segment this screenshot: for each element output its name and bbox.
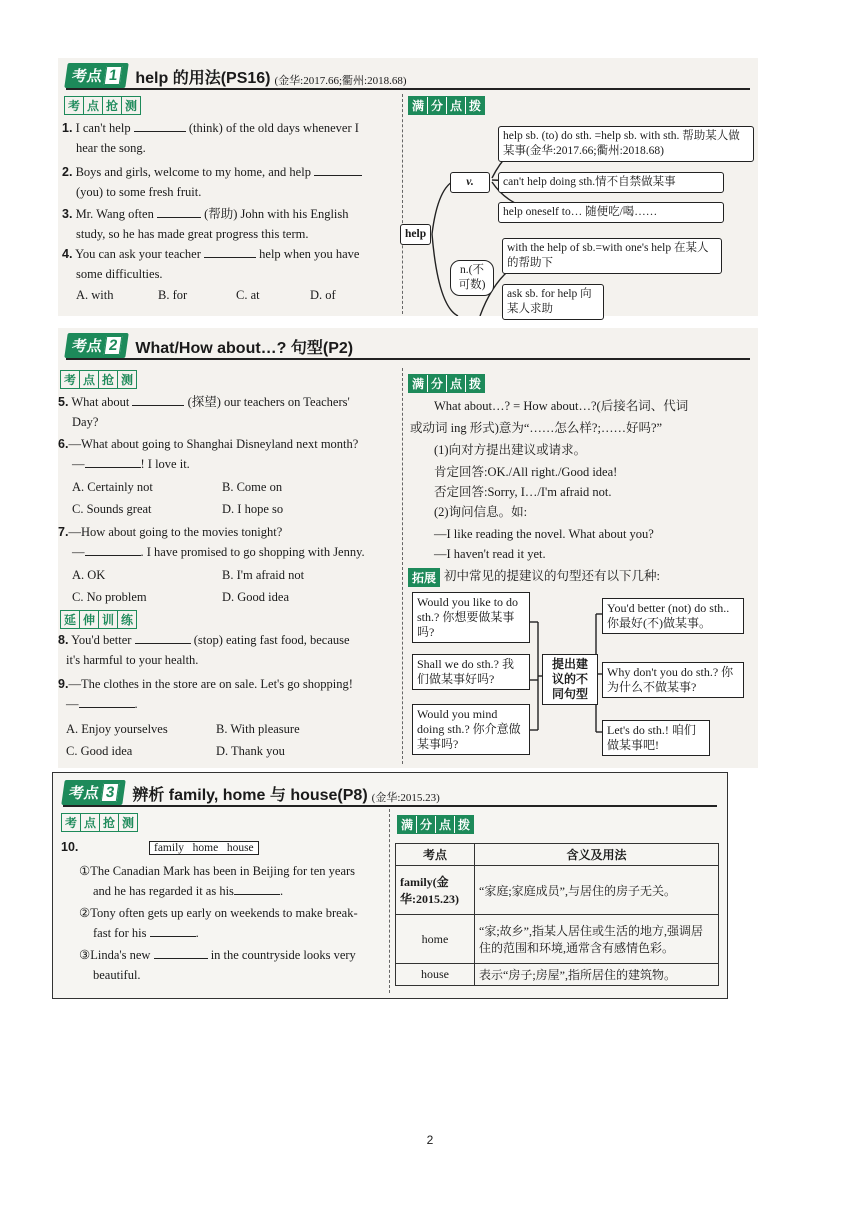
section-1-header	[66, 62, 750, 90]
option-d[interactable]: D. Good idea	[222, 590, 289, 604]
comparison-table	[395, 843, 719, 986]
tip-line-4: 肯定回答:OK./All right./Good idea!	[434, 465, 618, 479]
option-d[interactable]: D. I hope so	[222, 502, 284, 516]
section-3-tag	[61, 780, 126, 805]
question-10-number: 10.	[61, 840, 79, 854]
question-7: 7.—How about going to the movies tonight? — . I have promised to go shopping with Jenny.	[58, 525, 365, 559]
tip-line-6: (2)询问信息。如:	[434, 505, 528, 519]
dianbo-label: 满 分 点 拨	[408, 374, 485, 393]
question-1: 1. I can't help (think) of the old days whenever I hear the song.	[62, 121, 359, 155]
word-box: family home house	[149, 841, 259, 855]
tag-label: 考点	[67, 785, 101, 802]
suggest-would-you-mind: Would you mind doing sth.? 你介意做某事吗?	[412, 704, 530, 755]
table-cell-meaning: “家庭;家庭成员”,与居住的房子无关。	[475, 866, 719, 915]
option-a[interactable]: A. Enjoy yourselves	[66, 722, 168, 736]
tuozhan-text: 初中常见的提建议的句型还有以下几种:	[444, 569, 660, 583]
tip-line-8: —I haven't read it yet.	[434, 547, 546, 561]
mindmap-noun-node: n.(不可数)	[450, 260, 494, 296]
question-10-item-2: ②Tony often gets up early on weekends to make break- fast for his .	[79, 906, 358, 940]
table-cell-term: house	[396, 964, 475, 986]
section-3-family-home-house	[52, 772, 728, 999]
answer-blank-2[interactable]	[314, 163, 362, 176]
tag-number: 2	[104, 336, 123, 355]
option-c[interactable]: C. No problem	[72, 590, 147, 604]
tip-line-5: 否定回答:Sorry, I…/I'm afraid not.	[434, 485, 612, 499]
question-5: 5. What about (探望) our teachers on Teachers' Day?	[58, 395, 350, 429]
qiangce-label: 考 点 抢 测	[64, 96, 141, 115]
question-2: 2. Boys and girls, welcome to my home, and help (you) to some fresh fruit.	[62, 162, 398, 202]
mindmap-root: help	[400, 224, 431, 245]
option-a[interactable]: A. OK	[72, 568, 106, 582]
option-a[interactable]: A. Certainly not	[72, 480, 153, 494]
option-d[interactable]: D. of	[310, 288, 336, 302]
section-2-title: What/How about…? 句型(P2)	[135, 340, 354, 357]
suggest-would-you-like: Would you like to do sth.? 你想要做某事吗?	[412, 592, 530, 643]
section-1-help-usage	[58, 58, 758, 316]
answer-blank-10-2[interactable]	[150, 924, 196, 937]
table-cell-term: family(金华:2015.23)	[396, 866, 475, 915]
answer-blank-1[interactable]	[134, 119, 186, 132]
suggest-center: 提出建议的不同句型	[542, 654, 598, 705]
tag-label: 考点	[70, 68, 104, 85]
option-b[interactable]: B. for	[158, 288, 188, 302]
question-7-options	[72, 568, 392, 612]
tag-label: 考点	[70, 338, 104, 355]
qiangce-label: 考 点 抢 测	[60, 370, 137, 389]
option-b[interactable]: B. Come on	[222, 480, 283, 494]
option-c[interactable]: C. Sounds great	[72, 502, 152, 516]
section-2-what-how-about	[58, 328, 758, 768]
suggest-why-dont-you: Why don't you do sth.? 你为什么不做某事?	[602, 662, 744, 698]
answer-blank-8[interactable]	[135, 631, 191, 644]
answer-blank-6[interactable]	[85, 455, 141, 468]
column-divider	[389, 809, 390, 993]
tag-number: 1	[104, 66, 123, 85]
yanshen-label: 延 伸 训 练	[60, 610, 137, 629]
option-a[interactable]: A. with	[76, 288, 114, 302]
mindmap-verb-node: v.	[450, 172, 490, 193]
section-1-title: help 的用法(PS16)	[135, 70, 271, 87]
suggest-youd-better: You'd better (not) do sth.. 你最好(不)做某事。	[602, 598, 744, 634]
column-divider	[402, 368, 403, 764]
question-4: 4. You can ask your teacher help when you have some difficulties.	[62, 247, 360, 281]
dianbo-label: 满 分 点 拨	[397, 815, 474, 834]
question-10-item-3: ③Linda's new in the countryside looks very beautiful.	[79, 948, 356, 982]
answer-blank-10-1[interactable]	[234, 882, 280, 895]
table-row	[396, 866, 719, 915]
table-header-row	[396, 844, 719, 866]
tip-line-1: What about…? = How about…?(后接名词、代词	[434, 399, 689, 413]
tip-line-3: (1)向对方提出建议或请求。	[434, 443, 587, 457]
mindmap-item-with-help: with the help of sb.=with one's help 在某人的帮助下	[502, 238, 722, 274]
tag-number: 3	[101, 783, 120, 802]
option-b[interactable]: B. With pleasure	[216, 722, 300, 736]
section-3-source: (金华:2015.23)	[371, 792, 440, 804]
question-3: 3. Mr. Wang often (帮助) John with his English study, so he has made great progress this term.	[62, 207, 349, 241]
question-4-options	[76, 288, 396, 308]
question-6-options	[72, 480, 392, 524]
qiangce-label: 考 点 抢 测	[61, 813, 138, 832]
section-2-tag	[64, 333, 129, 358]
page-number: 2	[426, 1133, 434, 1147]
table-cell-meaning: “家;故乡”,指某人居住或生活的地方,强调居住的范围和环境,通常含有感情色彩。	[475, 915, 719, 964]
tuozhan-label: 拓展	[408, 568, 440, 587]
question-8: 8. You'd better (stop) eating fast food, because it's harmful to your health.	[58, 633, 350, 667]
table-cell-meaning: 表示“房子;房屋”,指所居住的建筑物。	[475, 964, 719, 986]
dianbo-label: 满 分 点 拨	[408, 96, 485, 115]
section-3-header	[63, 779, 717, 807]
answer-blank-5[interactable]	[132, 393, 184, 406]
question-10-item-1: ①The Canadian Mark has been in Beijing for ten years and he has regarded it as his .	[79, 864, 356, 898]
option-c[interactable]: C. Good idea	[66, 744, 133, 758]
tip-line-2: 或动词 ing 形式)意为“……怎么样?;……好吗?”	[410, 421, 663, 435]
section-3-title: 辨析 family, home 与 house(P8)	[132, 787, 368, 804]
question-6: 6.—What about going to Shanghai Disneyland next month? — ! I love it.	[58, 437, 359, 471]
table-cell-term: home	[396, 915, 475, 964]
suggest-lets: Let's do sth.! 咱们做某事吧!	[602, 720, 710, 756]
answer-blank-3[interactable]	[157, 205, 201, 218]
answer-blank-7[interactable]	[85, 543, 141, 556]
option-d[interactable]: D. Thank you	[216, 744, 285, 758]
mindmap-item-help-sb-do: help sb. (to) do sth. =help sb. with sth. 帮助某人做某事(金华:2017.66;衢州:2018.68)	[498, 126, 754, 162]
table-header-cell: 含义及用法	[475, 844, 719, 866]
question-9-options	[66, 722, 396, 766]
option-c[interactable]: C. at	[236, 288, 260, 302]
answer-blank-4[interactable]	[204, 245, 256, 258]
section-1-source: (金华:2017.66;衢州:2018.68)	[274, 75, 407, 87]
option-b[interactable]: B. I'm afraid not	[222, 568, 305, 582]
table-header-cell: 考点	[396, 844, 475, 866]
question-9: 9.—The clothes in the store are on sale. Let's go shopping! — .	[58, 677, 353, 711]
mindmap-item-help-oneself: help oneself to… 随便吃/喝……	[498, 202, 724, 223]
suggest-shall-we: Shall we do sth.? 我们做某事好吗?	[412, 654, 530, 690]
table-row	[396, 915, 719, 964]
tip-line-7: —I like reading the novel. What about you?	[434, 527, 654, 541]
table-row	[396, 964, 719, 986]
answer-blank-10-3[interactable]	[154, 946, 208, 959]
section-2-header	[66, 332, 750, 360]
answer-blank-9[interactable]	[79, 695, 135, 708]
section-1-tag	[64, 63, 129, 88]
mindmap-item-ask-for-help: ask sb. for help 向某人求助	[502, 284, 604, 320]
mindmap-item-cant-help: can't help doing sth.情不自禁做某事	[498, 172, 724, 193]
